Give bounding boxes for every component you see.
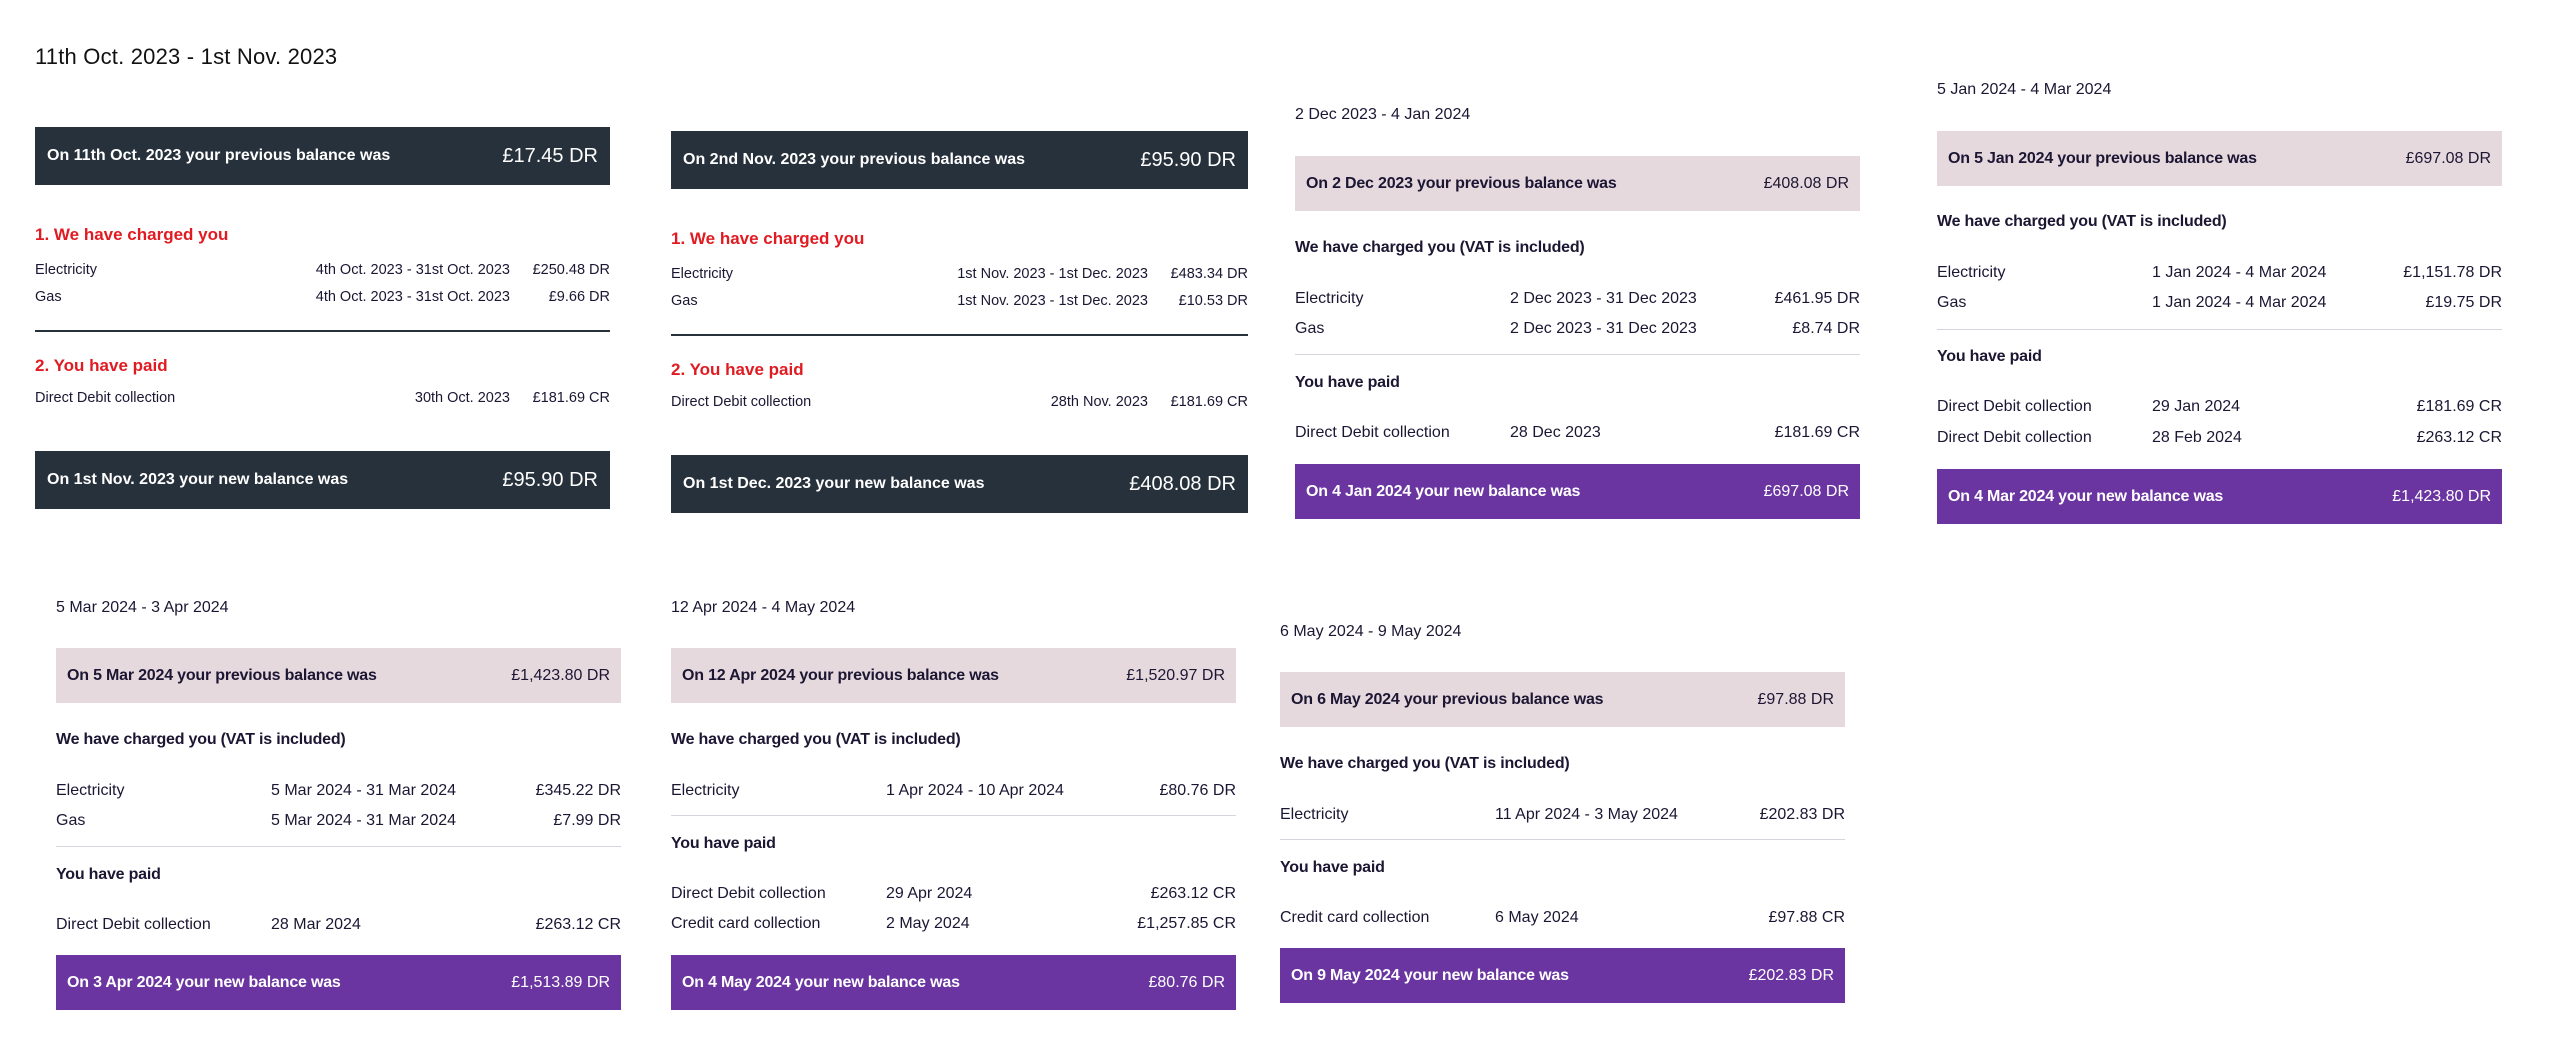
payment-name: Direct Debit collection: [35, 390, 176, 406]
payment-name: Direct Debit collection: [1937, 429, 2092, 446]
payment-row: [671, 885, 1236, 903]
payment-dates: 28 Mar 2024: [271, 916, 361, 933]
charge-row: [35, 262, 610, 278]
previous-balance-bar: [671, 648, 1236, 703]
payment-row: [1295, 424, 1860, 442]
previous-balance-bar: [35, 127, 610, 185]
payment-name: Credit card collection: [671, 915, 821, 932]
charge-dates: 1st Nov. 2023 - 1st Dec. 2023: [957, 293, 1148, 309]
previous-balance-label: On 2nd Nov. 2023 your previous balance was: [683, 151, 1026, 168]
payment-row: [1280, 909, 1845, 927]
charge-amount: £1,151.78 DR: [2403, 264, 2502, 281]
payment-amount: £263.12 CR: [1150, 885, 1236, 902]
payment-row: [1937, 398, 2502, 416]
new-balance-amount: £202.83 DR: [1748, 966, 1834, 984]
paid-heading: You have paid: [1937, 348, 2042, 365]
charge-amount: £7.99 DR: [553, 812, 621, 829]
charge-amount: £9.66 DR: [548, 289, 610, 305]
charge-name: Electricity: [1295, 290, 1364, 307]
new-balance-label: On 9 May 2024 your new balance was: [1291, 966, 1569, 984]
payment-name: Direct Debit collection: [1295, 424, 1450, 441]
payment-row: [1937, 429, 2502, 447]
previous-balance-label: On 2 Dec 2023 your previous balance was: [1306, 174, 1617, 192]
previous-balance-label: On 6 May 2024 your previous balance was: [1291, 690, 1604, 708]
charge-row: [1280, 806, 1845, 824]
charge-amount: £250.48 DR: [532, 262, 610, 278]
divider: [1937, 329, 2502, 330]
payment-dates: 28th Nov. 2023: [1050, 394, 1148, 410]
payment-dates: 6 May 2024: [1495, 909, 1579, 926]
charge-amount: £10.53 DR: [1178, 293, 1248, 309]
payment-dates: 28 Feb 2024: [2152, 429, 2242, 446]
payment-name: Credit card collection: [1280, 909, 1430, 926]
previous-balance-label: On 5 Jan 2024 your previous balance was: [1948, 149, 2257, 167]
charged-heading: 1. We have charged you: [671, 229, 865, 248]
previous-balance-bar: [56, 648, 621, 703]
statement-period: 2 Dec 2023 - 4 Jan 2024: [1295, 106, 1471, 123]
charged-heading: We have charged you (VAT is included): [671, 731, 961, 748]
previous-balance-bar: [671, 131, 1248, 189]
charge-row: [671, 293, 1248, 309]
new-balance-amount: £697.08 DR: [1763, 482, 1849, 500]
new-balance-amount: £1,423.80 DR: [2392, 487, 2491, 505]
divider: [35, 330, 610, 332]
paid-heading: 2. You have paid: [35, 356, 168, 375]
new-balance-bar: [671, 955, 1236, 1010]
charge-name: Electricity: [671, 782, 740, 799]
charge-name: Gas: [671, 293, 698, 309]
charge-row: [671, 266, 1248, 282]
charge-row: [1937, 264, 2502, 282]
new-balance-bar: [35, 451, 610, 509]
charge-amount: £19.75 DR: [2425, 294, 2502, 311]
divider: [1280, 839, 1845, 840]
payment-amount: £1,257.85 CR: [1137, 915, 1236, 932]
charge-amount: £202.83 DR: [1759, 806, 1845, 823]
previous-balance-amount: £1,423.80 DR: [511, 666, 610, 684]
new-balance-label: On 4 Mar 2024 your new balance was: [1948, 487, 2224, 505]
previous-balance-label: On 11th Oct. 2023 your previous balance was: [47, 147, 391, 164]
payment-dates: 28 Dec 2023: [1510, 424, 1601, 441]
payment-amount: £263.12 CR: [535, 916, 621, 933]
statement-card: [56, 599, 621, 1019]
statement-card: [1295, 106, 1860, 526]
payment-dates: 30th Oct. 2023: [414, 390, 510, 406]
charge-name: Gas: [56, 812, 86, 829]
previous-balance-amount: £408.08 DR: [1763, 174, 1849, 192]
charge-dates: 1 Apr 2024 - 10 Apr 2024: [886, 782, 1064, 799]
statement-card: [671, 599, 1236, 1019]
divider: [56, 846, 621, 847]
charge-dates: 5 Mar 2024 - 31 Mar 2024: [271, 782, 456, 799]
charge-name: Electricity: [56, 782, 125, 799]
charge-amount: £8.74 DR: [1792, 320, 1860, 337]
payment-dates: 29 Apr 2024: [886, 885, 973, 902]
charged-heading: We have charged you (VAT is included): [1937, 213, 2227, 230]
payment-amount: £181.69 CR: [1170, 394, 1248, 410]
new-balance-bar: [1937, 469, 2502, 524]
charge-name: Electricity: [1280, 806, 1349, 823]
payment-name: Direct Debit collection: [671, 394, 812, 410]
charge-dates: 1 Jan 2024 - 4 Mar 2024: [2152, 294, 2327, 311]
charged-heading: We have charged you (VAT is included): [1280, 755, 1570, 772]
charged-heading: 1. We have charged you: [35, 225, 229, 244]
payment-amount: £181.69 CR: [532, 390, 610, 406]
new-balance-label: On 1st Dec. 2023 your new balance was: [683, 475, 985, 492]
payment-dates: 29 Jan 2024: [2152, 398, 2241, 415]
charge-row: [1295, 320, 1860, 338]
divider: [1295, 354, 1860, 355]
new-balance-bar: [1280, 948, 1845, 1003]
statement-card: [671, 44, 1248, 524]
paid-heading: 2. You have paid: [671, 360, 804, 379]
paid-heading: You have paid: [1295, 374, 1400, 391]
new-balance-amount: £80.76 DR: [1148, 973, 1225, 991]
new-balance-label: On 3 Apr 2024 your new balance was: [67, 973, 341, 991]
charge-row: [1937, 294, 2502, 312]
statement-card: [1937, 81, 2502, 531]
statement-period: 12 Apr 2024 - 4 May 2024: [671, 599, 856, 616]
payment-name: Direct Debit collection: [671, 885, 826, 902]
charge-dates: 11 Apr 2024 - 3 May 2024: [1495, 806, 1678, 823]
charge-name: Electricity: [1937, 264, 2006, 281]
charge-amount: £483.34 DR: [1170, 266, 1248, 282]
payment-row: [671, 394, 1248, 410]
new-balance-label: On 4 May 2024 your new balance was: [682, 973, 960, 991]
previous-balance-amount: £95.90 DR: [1140, 148, 1236, 171]
charge-name: Gas: [1295, 320, 1325, 337]
payment-amount: £263.12 CR: [2416, 429, 2502, 446]
charged-heading: We have charged you (VAT is included): [56, 731, 346, 748]
charge-name: Electricity: [35, 262, 98, 278]
charge-dates: 4th Oct. 2023 - 31st Oct. 2023: [315, 262, 510, 278]
paid-heading: You have paid: [671, 835, 776, 852]
payment-row: [56, 916, 621, 934]
divider: [671, 334, 1248, 336]
previous-balance-bar: [1280, 672, 1845, 727]
statement-period: 11th Oct. 2023 - 1st Nov. 2023: [35, 44, 338, 69]
charge-dates: 4th Oct. 2023 - 31st Oct. 2023: [315, 289, 510, 305]
statement-card: [1280, 623, 1845, 1013]
payment-name: Direct Debit collection: [56, 916, 211, 933]
payment-row: [35, 390, 610, 406]
payment-dates: 2 May 2024: [886, 915, 970, 932]
previous-balance-bar: [1295, 156, 1860, 211]
previous-balance-amount: £697.08 DR: [2405, 149, 2491, 167]
charge-row: [671, 782, 1236, 800]
new-balance-label: On 4 Jan 2024 your new balance was: [1306, 482, 1581, 500]
paid-heading: You have paid: [1280, 859, 1385, 876]
new-balance-bar: [671, 455, 1248, 513]
charge-row: [35, 289, 610, 305]
charge-name: Gas: [35, 289, 62, 305]
previous-balance-amount: £1,520.97 DR: [1126, 666, 1225, 684]
statement-period: 6 May 2024 - 9 May 2024: [1280, 623, 1462, 640]
charge-dates: 2 Dec 2023 - 31 Dec 2023: [1510, 290, 1697, 307]
payment-name: Direct Debit collection: [1937, 398, 2092, 415]
charge-amount: £345.22 DR: [535, 782, 621, 799]
statement-card: [35, 40, 610, 520]
charge-row: [56, 782, 621, 800]
charge-name: Gas: [1937, 294, 1967, 311]
payment-amount: £181.69 CR: [2416, 398, 2502, 415]
charge-dates: 1st Nov. 2023 - 1st Dec. 2023: [957, 266, 1148, 282]
payment-amount: £181.69 CR: [1774, 424, 1860, 441]
previous-balance-label: On 12 Apr 2024 your previous balance was: [682, 666, 999, 684]
previous-balance-label: On 5 Mar 2024 your previous balance was: [67, 666, 377, 684]
charge-dates: 2 Dec 2023 - 31 Dec 2023: [1510, 320, 1697, 337]
charge-amount: £461.95 DR: [1774, 290, 1860, 307]
payment-row: [671, 915, 1236, 933]
new-balance-amount: £1,513.89 DR: [511, 973, 610, 991]
paid-heading: You have paid: [56, 866, 161, 883]
statement-period: 5 Jan 2024 - 4 Mar 2024: [1937, 81, 2112, 98]
divider: [671, 815, 1236, 816]
previous-balance-amount: £97.88 DR: [1757, 690, 1834, 708]
charge-name: Electricity: [671, 266, 734, 282]
previous-balance-bar: [1937, 131, 2502, 186]
charge-row: [56, 812, 621, 830]
new-balance-amount: £408.08 DR: [1129, 472, 1236, 495]
previous-balance-amount: £17.45 DR: [502, 144, 598, 167]
charged-heading: We have charged you (VAT is included): [1295, 239, 1585, 256]
statement-period: 5 Mar 2024 - 3 Apr 2024: [56, 599, 229, 616]
payment-amount: £97.88 CR: [1768, 909, 1845, 926]
new-balance-label: On 1st Nov. 2023 your new balance was: [47, 471, 349, 488]
new-balance-amount: £95.90 DR: [502, 468, 598, 491]
charge-amount: £80.76 DR: [1159, 782, 1236, 799]
charge-dates: 5 Mar 2024 - 31 Mar 2024: [271, 812, 456, 829]
new-balance-bar: [1295, 464, 1860, 519]
new-balance-bar: [56, 955, 621, 1010]
charge-dates: 1 Jan 2024 - 4 Mar 2024: [2152, 264, 2327, 281]
charge-row: [1295, 290, 1860, 308]
